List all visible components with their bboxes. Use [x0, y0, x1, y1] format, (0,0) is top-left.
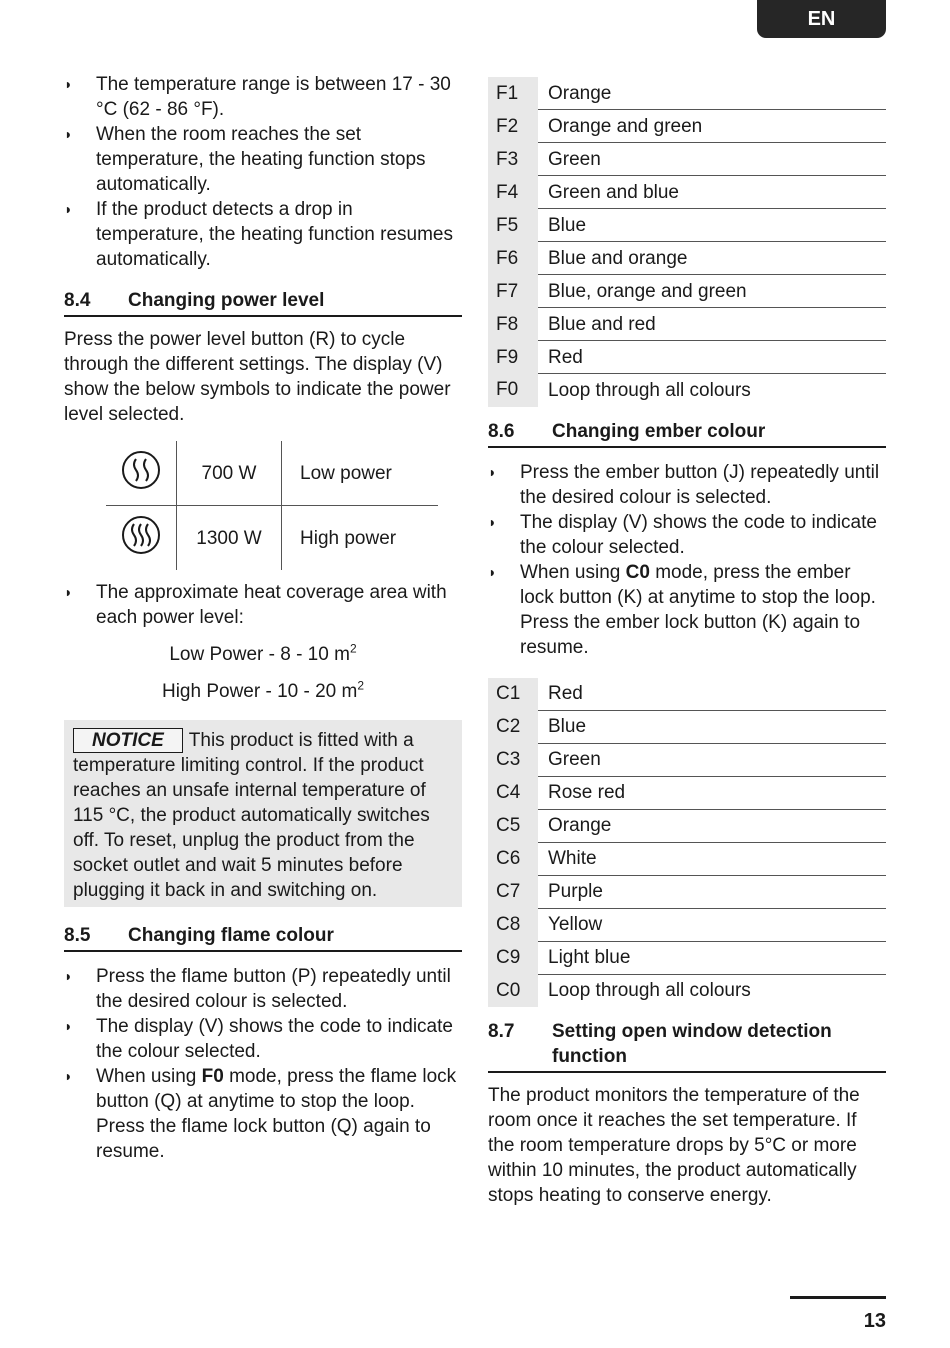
- section-heading-8-4: [64, 288, 462, 317]
- bullet-text: The display (V) shows the code to indicate the colour selected.: [96, 1016, 453, 1062]
- power-level-paragraph: Press the power level button (R) to cycle through the different settings. The display (V) show the below symbols to indicate the power level selected.: [64, 329, 451, 425]
- bullet-text: The temperature range is between 17 - 30 °C (62 - 86 °F).: [96, 74, 451, 120]
- list-item: [64, 964, 462, 1014]
- colour-name-cell: Orange and green: [538, 110, 886, 143]
- page-number: 13: [790, 1296, 886, 1334]
- code-cell: F6: [488, 242, 538, 275]
- colour-name-cell: Green: [538, 743, 886, 776]
- bullet-text: The display (V) shows the code to indicate the colour selected.: [520, 511, 877, 558]
- table-row: [488, 776, 886, 809]
- coverage-text: High Power - 10 - 20 m: [161, 681, 358, 702]
- low-power-coverage: [64, 642, 462, 667]
- section-number: 8.7: [488, 1021, 515, 1042]
- bullet-icon: ◗: [64, 968, 73, 984]
- list-item: [64, 72, 462, 122]
- colour-name-cell: Yellow: [538, 908, 886, 941]
- code-cell: F4: [488, 176, 538, 209]
- code-cell: C7: [488, 875, 538, 908]
- colour-name-cell: Green and blue: [538, 176, 886, 209]
- notice-box: [64, 720, 462, 907]
- code-cell: C6: [488, 842, 538, 875]
- table-row: [488, 110, 886, 143]
- power-level-table: [106, 441, 438, 570]
- table-row: [488, 341, 886, 374]
- left-column: [64, 72, 462, 1164]
- colour-name-cell: Red: [538, 678, 886, 711]
- colour-name-cell: Blue: [538, 209, 886, 242]
- section-title: Setting open window detection function: [552, 1021, 832, 1067]
- table-row: [106, 441, 438, 506]
- bullet-text: When using: [520, 561, 626, 583]
- bullet-text: Press the ember button (J) repeatedly until the desired colour is selected.: [520, 461, 880, 508]
- code-cell: F0: [488, 374, 538, 407]
- section-heading-8-5: [64, 923, 462, 952]
- colour-name-cell: Red: [538, 341, 886, 374]
- language-tab: EN: [757, 0, 886, 38]
- list-item: [64, 1064, 462, 1164]
- list-item: [488, 510, 886, 560]
- notice-badge: NOTICE: [73, 728, 183, 753]
- colour-name-cell: Blue: [538, 710, 886, 743]
- bullet-icon: ◗: [64, 201, 73, 217]
- table-row: [488, 209, 886, 242]
- code-cell: C2: [488, 710, 538, 743]
- bullet-icon: ◗: [64, 126, 73, 142]
- section-number: 8.6: [488, 420, 515, 442]
- high-power-heat-icon: [106, 506, 177, 571]
- code-cell: C0: [488, 974, 538, 1007]
- bullet-text: When the room reaches the set temperature, the heating function stops automatically.: [96, 124, 426, 195]
- colour-name-cell: Rose red: [538, 776, 886, 809]
- list-item: [64, 122, 462, 197]
- bullet-icon: ◗: [64, 76, 73, 92]
- table-row: [106, 506, 438, 571]
- mode-code: F0: [201, 1066, 224, 1087]
- table-row: [488, 143, 886, 176]
- mode-code: C0: [625, 561, 650, 583]
- table-row: [488, 875, 886, 908]
- colour-name-cell: Orange: [538, 77, 886, 110]
- code-cell: F7: [488, 275, 538, 308]
- code-cell: F9: [488, 341, 538, 374]
- code-cell: F1: [488, 77, 538, 110]
- wattage-cell: 700 W: [177, 441, 282, 506]
- superscript: 2: [349, 641, 357, 656]
- code-cell: C1: [488, 678, 538, 711]
- code-cell: F2: [488, 110, 538, 143]
- code-cell: C8: [488, 908, 538, 941]
- colour-name-cell: Green: [538, 143, 886, 176]
- flame-bullet-list: [64, 964, 462, 1164]
- table-row: [488, 941, 886, 974]
- code-cell: C5: [488, 809, 538, 842]
- bullet-text: When using: [96, 1066, 202, 1087]
- right-column: [488, 77, 886, 1208]
- ember-code-table: [488, 678, 886, 1008]
- intro-bullet-list: [64, 72, 462, 272]
- bullet-icon: ◗: [488, 513, 497, 530]
- bullet-text: If the product detects a drop in temperature, the heating function resumes automatically.: [96, 199, 453, 270]
- code-cell: F8: [488, 308, 538, 341]
- colour-name-cell: Blue and red: [538, 308, 886, 341]
- code-cell: C9: [488, 941, 538, 974]
- section-number: 8.4: [64, 290, 91, 311]
- table-row: [488, 308, 886, 341]
- high-power-coverage: [64, 679, 462, 704]
- table-row: [488, 743, 886, 776]
- bullet-icon: ◗: [488, 463, 497, 480]
- notice-text: This product is fitted with a temperature limiting control. If the product reaches an unsafe internal temperature of 115 °C, the product automatically switches off. To reset, unplug the product from the socket outlet and wait 5 minutes before plugging it back in and switching on.: [73, 730, 430, 901]
- bullet-icon: ◗: [64, 584, 73, 600]
- bullet-icon: ◗: [64, 1018, 73, 1034]
- colour-name-cell: Purple: [538, 875, 886, 908]
- bullet-icon: ◗: [488, 563, 497, 580]
- power-label-cell: High power: [300, 527, 397, 549]
- colour-name-cell: Loop through all colours: [548, 980, 751, 1001]
- code-cell: C3: [488, 743, 538, 776]
- table-row: [488, 974, 886, 1007]
- colour-name-cell: Light blue: [538, 941, 886, 974]
- coverage-bullet-list: [64, 580, 462, 630]
- low-power-heat-icon: [106, 441, 177, 506]
- superscript: 2: [357, 678, 365, 693]
- ember-bullet-list: [488, 460, 886, 660]
- flame-code-table: [488, 77, 886, 407]
- code-cell: F3: [488, 143, 538, 176]
- section-title: Changing power level: [128, 290, 325, 311]
- table-row: [488, 908, 886, 941]
- colour-name-cell: Loop through all colours: [548, 379, 751, 401]
- list-item: [64, 580, 462, 630]
- bullet-text: The approximate heat coverage area with each power level:: [96, 582, 447, 628]
- bullet-text: Press the flame button (P) repeatedly until the desired colour is selected.: [96, 966, 451, 1012]
- section-title: Changing ember colour: [552, 420, 766, 442]
- colour-name-cell: Orange: [538, 809, 886, 842]
- list-item: [488, 560, 886, 660]
- section-title: Changing flame colour: [128, 925, 334, 946]
- table-row: [488, 77, 886, 110]
- section-heading-8-6: [488, 419, 886, 448]
- list-item: [64, 1014, 462, 1064]
- open-window-paragraph: The product monitors the temperature of the room once it reaches the set temperature. If the room temperature drops by 5°C or more within 10 minutes, the product automatically stops heating to conserve energy.: [488, 1085, 860, 1206]
- table-row: [488, 176, 886, 209]
- power-label-cell: Low power: [282, 441, 439, 506]
- wattage-cell: 1300 W: [177, 506, 282, 571]
- section-number: 8.5: [64, 925, 91, 946]
- table-row: [488, 374, 886, 407]
- bullet-text: mode, press the flame lock button (Q) at anytime to stop the loop. Press the flame lock button (Q) again to resume.: [96, 1066, 457, 1162]
- coverage-text: Low Power - 8 - 10 m: [169, 644, 350, 665]
- list-item: [488, 460, 886, 510]
- table-row: [488, 809, 886, 842]
- table-row: [488, 710, 886, 743]
- list-item: [64, 197, 462, 272]
- colour-name-cell: White: [538, 842, 886, 875]
- table-row: [488, 678, 886, 711]
- section-heading-8-7: [488, 1019, 886, 1073]
- code-cell: F5: [488, 209, 538, 242]
- bullet-text: mode, press the ember lock button (K) at anytime to stop the loop. Press the ember lock button (K) again to resume.: [520, 561, 876, 658]
- table-row: [488, 842, 886, 875]
- code-cell: C4: [488, 776, 538, 809]
- bullet-icon: ◗: [64, 1068, 73, 1084]
- colour-name-cell: Blue, orange and green: [538, 275, 886, 308]
- table-row: [488, 242, 886, 275]
- table-row: [488, 275, 886, 308]
- colour-name-cell: Blue and orange: [538, 242, 886, 275]
